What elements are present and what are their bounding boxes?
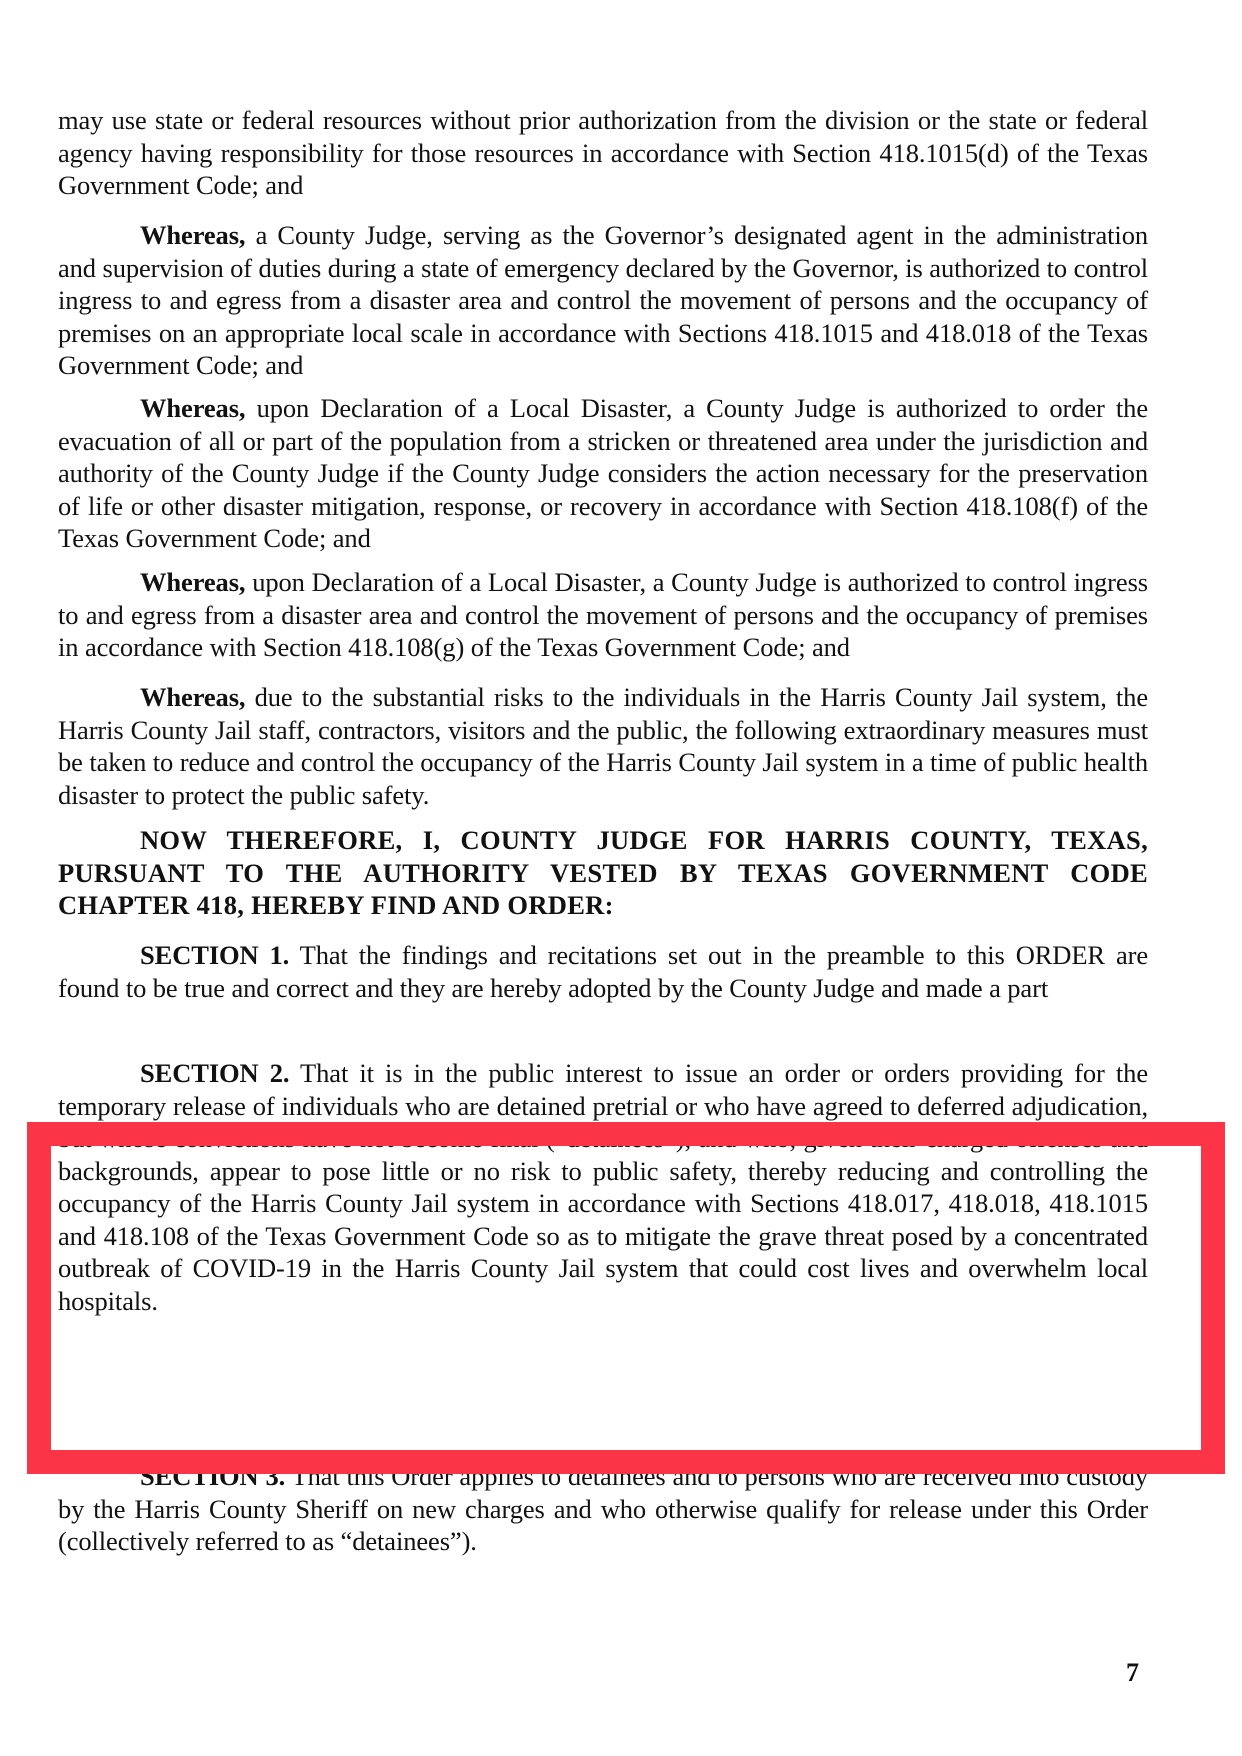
heading-text: NOW THEREFORE, I, COUNTY JUDGE FOR HARRIS COUNTY, TEXAS, PURSUANT TO THE AUTHORITY VESTED BY TEXAS GOVERNMENT CODE CHAPTER 418, HEREBY FIND AND ORDER: bbox=[58, 825, 1148, 920]
section-3-paragraph bbox=[58, 1460, 1148, 1558]
paragraph-text: That this Order applies to detainees and to persons who are received into custody by the Harris County Sheriff on new charges and who otherwise qualify for release under this Order (collectively referred to as “detainees”). bbox=[58, 1461, 1148, 1556]
paragraph-continuation bbox=[58, 104, 1148, 202]
section-1-paragraph bbox=[58, 939, 1148, 1019]
whereas-paragraph-3 bbox=[58, 566, 1148, 664]
paragraph-text: a County Judge, serving as the Governor’s designated agent in the administration and supervision of duties during a state of emergency declared by the Governor, is authorized to control ingress to and egress from a disaster area and control the movement of persons and the occupancy of premises on an appropriate local scale in accordance with Sections 418.1015 and 418.018 of the Texas Government Code; and bbox=[58, 220, 1148, 380]
section-lead: SECTION 1. bbox=[140, 940, 290, 970]
order-heading bbox=[58, 824, 1148, 922]
section-lead: SECTION 2. bbox=[140, 1058, 290, 1088]
paragraph-text: upon Declaration of a Local Disaster, a County Judge is authorized to control ingress to and egress from a disaster area and control the movement of persons and the occupancy of premises in accordance with Section 418.108(g) of the Texas Government Code; and bbox=[58, 567, 1148, 662]
whereas-lead: Whereas, bbox=[140, 220, 246, 250]
whereas-paragraph-4 bbox=[58, 681, 1148, 811]
whereas-lead: Whereas, bbox=[140, 393, 246, 423]
paragraph-text: upon Declaration of a Local Disaster, a County Judge is authorized to order the evacuation of all or part of the population from a stricken or threatened area under the jurisdiction and authority of the County Judge if the County Judge considers the action necessary for the preservation of life or other disaster mitigation, response, or recovery in accordance with Section 418.108(f) of the Texas Government Code; and bbox=[58, 393, 1148, 553]
paragraph-text: may use state or federal resources without prior authorization from the division or the state or federal agency having responsibility for those resources in accordance with Section 418.1015(d) of the Texas Government Code; and bbox=[58, 105, 1148, 200]
paragraph-text: That it is in the public interest to issue an order or orders providing for the temporary release of individuals who are detained pretrial or who have agreed to deferred adjudication, but whose convictions have not become final (“detainees”), and who, given their charged offenses and backgrounds, appear to pose little or no risk to public safety, thereby reducing and controlling the occupancy of the Harris County Jail system in accordance with Sections 418.017, 418.018, 418.1015 and 418.108 of the Texas Government Code so as to mitigate the grave threat posed by a concentrated outbreak of COVID-19 in the Harris County Jail system that could cost lives and overwhelm local hospitals. bbox=[58, 1058, 1148, 1316]
paragraph-text: due to the substantial risks to the individuals in the Harris County Jail system, the Harris County Jail staff, contractors, visitors and the public, the following extraordinary measures must be taken to reduce and control the occupancy of the Harris County Jail system in a time of public health disaster to protect the public safety. bbox=[58, 682, 1148, 810]
whereas-paragraph-1 bbox=[58, 219, 1148, 382]
whereas-lead: Whereas, bbox=[140, 567, 246, 597]
paragraph-text: That the findings and recitations set out in the preamble to this ORDER are found to be true and correct and they are hereby adopted by the County Judge and made a part bbox=[58, 940, 1148, 1003]
whereas-lead: Whereas, bbox=[140, 682, 246, 712]
section-lead: SECTION 3. bbox=[140, 1461, 286, 1491]
page-number: 7 bbox=[1126, 1658, 1139, 1687]
whereas-paragraph-2 bbox=[58, 392, 1148, 555]
highlight-box bbox=[27, 1122, 1225, 1474]
